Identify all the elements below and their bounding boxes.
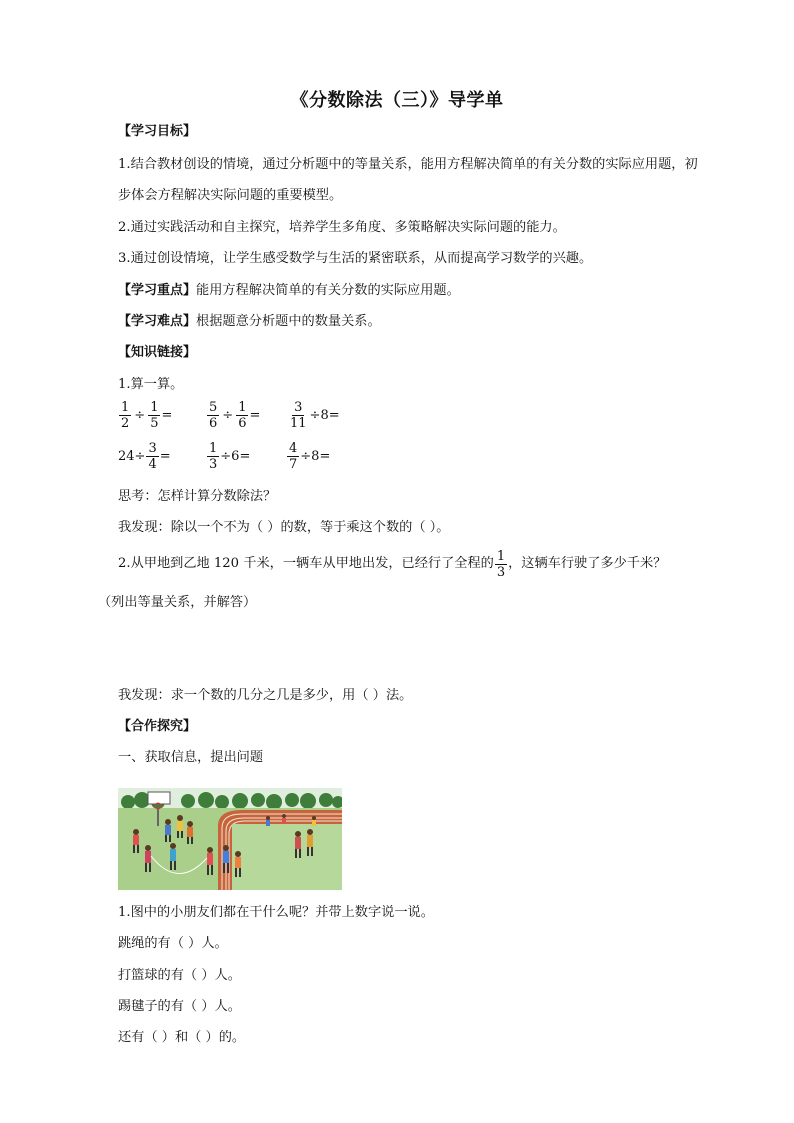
fraction: $\frac{1}{3}$ bbox=[496, 548, 506, 580]
goals-heading: 【学习目标】 bbox=[118, 124, 197, 139]
calc-expr-1: $\frac{1}{2}$ ÷ $\frac{1}{5}$ = bbox=[121, 400, 173, 431]
calc-expr-6: $\frac{4}{7}$ ÷8= bbox=[289, 441, 331, 472]
blank-others: 还有（ ）和（ ）的。 bbox=[118, 1030, 246, 1045]
goal-item-3: 3.通过创设情境，让学生感受数学与生活的紧密联系，从而提高学习数学的兴趣。 bbox=[118, 251, 593, 266]
playground-illustration bbox=[118, 788, 342, 890]
section-heading: 一、获取信息，提出问题 bbox=[118, 750, 264, 765]
cooperation-question-1: 1.图中的小朋友们都在干什么呢？并带上数字说一说。 bbox=[118, 905, 434, 920]
calc-expr-2: $\frac{5}{6}$ ÷ $\frac{1}{6}$ = bbox=[209, 400, 261, 431]
goal-item-1-cont: 步体会方程解决实际问题的重要模型。 bbox=[118, 188, 343, 203]
calc-expr-3: $\frac{3}{11}$ ÷8= bbox=[290, 400, 340, 431]
word-problem: 2.从甲地到乙地 120 千米，一辆车从甲地出发，已经行了全程的 $\frac{1}{3}$ ，这辆车行驶了多少千米？ bbox=[118, 548, 667, 580]
key-point-heading: 【学习重点】 bbox=[118, 283, 197, 298]
page-title: 《分数除法（三）》导学单 bbox=[290, 90, 504, 111]
blank-shuttlecock: 踢毽子的有（ ）人。 bbox=[118, 999, 241, 1014]
blank-jump-rope: 跳绳的有（ ）人。 bbox=[118, 936, 228, 951]
fraction: $\frac{1}{5}$ bbox=[150, 400, 159, 431]
key-point-line bbox=[118, 281, 460, 301]
discover-line-2: 我发现：求一个数的几分之几是多少，用（ ）法。 bbox=[118, 688, 413, 703]
fraction: $\frac{1}{2}$ bbox=[121, 400, 130, 431]
difficulty-text: 根据题意分析题中的数量关系。 bbox=[196, 314, 381, 329]
cooperation-heading: 【合作探究】 bbox=[118, 719, 197, 734]
calc-expr-5: $\frac{1}{3}$ ÷6= bbox=[209, 441, 251, 472]
word-problem-note: （列出等量关系，并解答） bbox=[98, 595, 257, 610]
blank-basketball: 打篮球的有（ ）人。 bbox=[118, 968, 241, 983]
goal-item-1: 1.结合教材创设的情境，通过分析题中的等量关系，能用方程解决简单的有关分数的实际应用题，初 bbox=[118, 157, 698, 172]
calc-expr-4: 24÷ $\frac{3}{4}$ = bbox=[118, 441, 171, 472]
fraction: $\frac{3}{11}$ bbox=[290, 400, 307, 431]
fraction: $\frac{4}{7}$ bbox=[289, 441, 298, 472]
discover-line-1: 我发现：除以一个不为（ ）的数，等于乘这个数的（ ）。 bbox=[118, 520, 450, 535]
fraction: $\frac{1}{6}$ bbox=[238, 400, 247, 431]
goal-item-2: 2.通过实践活动和自主探究，培养学生多角度、多策略解决实际问题的能力。 bbox=[118, 220, 566, 235]
key-point-text: 能用方程解决简单的有关分数的实际应用题。 bbox=[196, 283, 460, 298]
fraction: $\frac{3}{4}$ bbox=[148, 441, 157, 472]
fraction: $\frac{1}{3}$ bbox=[209, 441, 218, 472]
think-question: 思考：怎样计算分数除法？ bbox=[118, 489, 277, 504]
knowledge-heading: 【知识链接】 bbox=[118, 345, 197, 360]
fraction: $\frac{5}{6}$ bbox=[209, 400, 218, 431]
calc-label: 1.算一算。 bbox=[118, 377, 184, 392]
difficulty-line bbox=[118, 312, 381, 332]
difficulty-heading: 【学习难点】 bbox=[118, 314, 197, 329]
